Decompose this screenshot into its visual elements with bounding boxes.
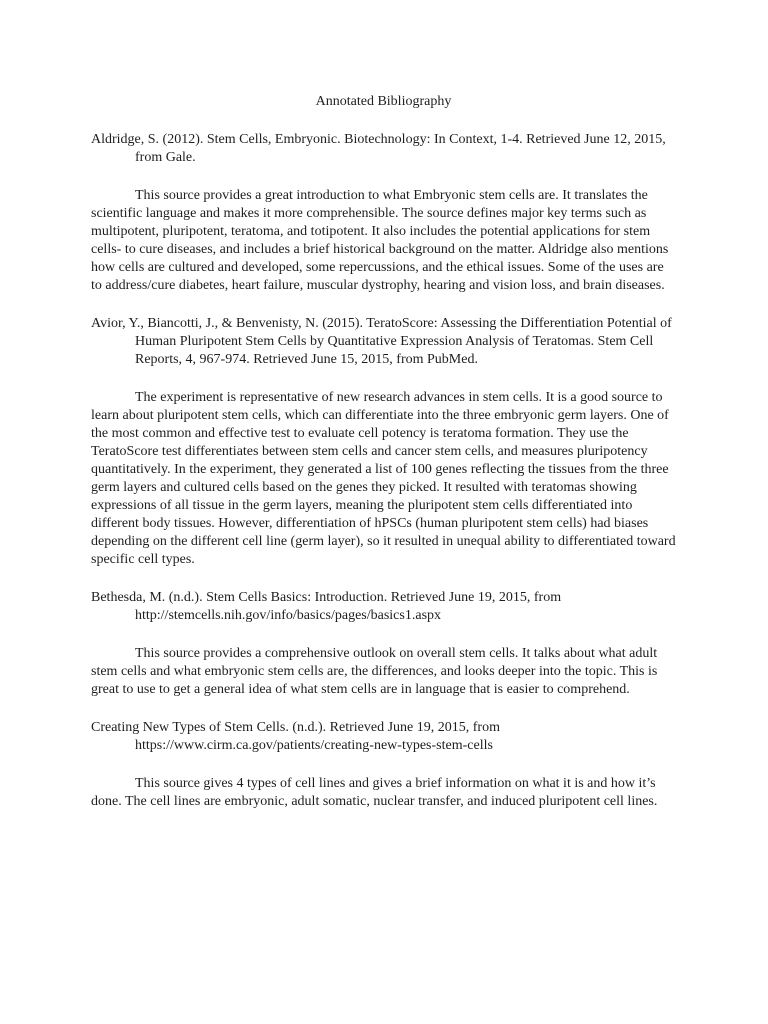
annotation: This source gives 4 types of cell lines and gives a brief information on what it is and how it’s done. The cell lines are embryonic, adult somatic, nuclear transfer, and induced pluripotent cell lines. — [91, 776, 658, 809]
bibliography-entry-bethesda — [91, 589, 676, 699]
bibliography-entry-aldridge — [91, 131, 676, 295]
citation: Creating New Types of Stem Cells. (n.d.). Retrieved June 19, 2015, from https://www.cirm.ca.gov/patients/creating-new-types-stem-cells — [91, 720, 500, 753]
citation: Aldridge, S. (2012). Stem Cells, Embryonic. Biotechnology: In Context, 1-4. Retrieved June 12, 2015, from Gale. — [91, 132, 666, 165]
citation: Avior, Y., Biancotti, J., & Benvenisty, N. (2015). TeratoScore: Assessing the Differentiation Potential of Human Pluripotent Stem Cells by Quantitative Expression Analysis of Teratomas. Stem Cell Reports, 4, 967-974. Retrieved June 15, 2015, from PubMed. — [91, 316, 672, 367]
bibliography-entry-cirm — [91, 719, 676, 811]
annotation: This source provides a comprehensive outlook on overall stem cells. It talks about what adult stem cells and what embryonic stem cells are, the differences, and looks deeper into the topic. This is great to use to get a general idea of what stem cells are in language that is easier to comprehend. — [91, 646, 658, 697]
document-title: Annotated Bibliography — [315, 94, 452, 109]
annotation: The experiment is representative of new research advances in stem cells. It is a good source to learn about pluripotent stem cells, which can differentiate into the three embryonic germ layers. One of the most common and effective test to evaluate cell potency is teratoma formation. They use the TeratoScore test differentiates between stem cells and cancer stem cells, and measures pluripotency quantitatively. In the experiment, they generated a list of 100 genes reflecting the tissues from the three germ layers and cultured cells based on the genes they picked. It resulted with teratomas showing expressions of all tissue in the germ layers, meaning the pluripotent stem cells differentiated into different body tissues. However, differentiation of hPSCs (human pluripotent stem cells) had biases depending on the different cell line (germ layer), so it resulted in unequal ability to differentiated toward specific cell types. — [91, 390, 676, 567]
annotation: This source provides a great introduction to what Embryonic stem cells are. It translates the scientific language and makes it more comprehensible. The source defines major key terms such as multipotent, pluripotent, teratoma, and totipotent. It also includes the potential applications for stem cells- to cure diseases, and includes a brief historical background on the matter. Aldridge also mentions how cells are cultured and developed, some repercussions, and the ethical issues. Some of the uses are to address/cure diabetes, heart failure, muscular dystrophy, hearing and vision loss, and brain diseases. — [91, 188, 669, 293]
citation: Bethesda, M. (n.d.). Stem Cells Basics: Introduction. Retrieved June 19, 2015, from http://stemcells.nih.gov/info/basics/pages/basics1.aspx — [91, 590, 562, 623]
bibliography-entry-avior — [91, 315, 676, 569]
